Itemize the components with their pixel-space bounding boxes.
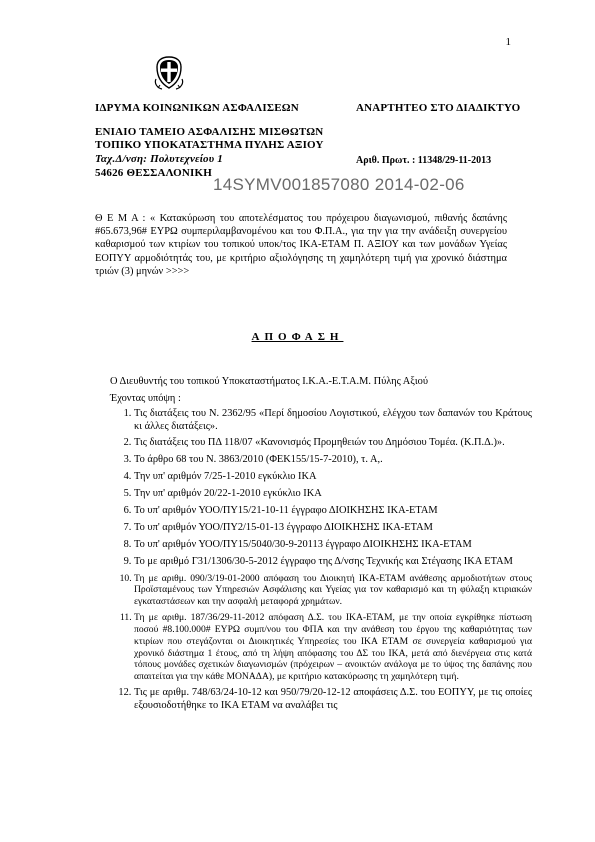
list-item: 12. Τις με αριθμ. 748/63/24-10-12 και 950/79/20-12-12 αποφάσεις Δ.Σ. του ΕΟΠΥΥ, με τις οποίες εξουσιοδοτήθηκε το ΙΚΑ ΕΤΑΜ να αναλάβει τις — [134, 687, 532, 712]
list-item: 6. Το υπ' αριθμόν ΥΟΟ/ΠΥ15/21-10-11 έγγραφο ΔΙΟΙΚΗΣΗΣ ΙΚΑ-ΕΤΑΜ — [134, 505, 532, 518]
address-city: 54626 ΘΕΣΣΑΛΟΝΙΚΗ — [95, 167, 213, 179]
subject-paragraph — [95, 212, 507, 278]
protocol-value: : 11348/29-11-2013 — [411, 155, 492, 166]
protocol-label: Αριθ. Πρωτ. — [356, 155, 410, 166]
organization-name: ΙΔΡΥΜΑ ΚΟΙΝΩΝΙΚΩΝ ΑΣΦΑΛΙΣΕΩΝ — [95, 102, 299, 114]
list-item: 3. Το άρθρο 68 του Ν. 3863/2010 (ΦΕΚ155/15-7-2010), τ. Α,. — [134, 454, 532, 467]
subject-text: « Κατακύρωση του αποτελέσματος του πρόχειρου διαγωνισμού, πιθανής δαπάνης #65.673,96# ΕΥΡΩ συμπεριλαμβανομένου και του Φ.Π.Α., για την για την ανάδειξη συνεργείου καθαρισμού των κτιρίων του τοπικού υποκ/τος ΙΚΑ-ΕΤΑΜ Π. ΑΞΙΟΥ και των μονάδων Υγείας ΕΟΠΥΥ αρμοδιότητάς του, με κριτήριο αξιολόγησης τη χαμηλότερη τιμή για χρονικό διάστημα τριών (3) μηνών >>>> — [95, 213, 507, 277]
list-item: 10. Τη με αριθμ. 090/3/19-01-2000 απόφαση του Διοικητή ΙΚΑ-ΕΤΑΜ ανάθεσης αρμοδιοτήτων στους Προϊσταμένους των Υπηρεσιών Ασφάλισης και Υγείας για τον καθαρισμό και τη φύλαξη κτιριακών εγκαταστάσεων και την ασφαλή μεταφορά χρημάτων. — [134, 573, 532, 608]
address-street: Ταχ.Δ/νση: Πολυτεχνείου 1 — [95, 153, 223, 165]
having-considered-line: Έχοντας υπόψη : — [110, 393, 181, 404]
fund-name-line2: ΤΟΠΙΚΟ ΥΠΟΚΑΤΑΣΤΗΜΑ ΠΥΛΗΣ ΑΞΙΟΥ — [95, 139, 324, 151]
list-item: 9. Το με αριθμό Γ31/1306/30-5-2012 έγγραφο της Δ/νσης Τεχνικής και Στέγασης ΙΚΑ ΕΤΑΜ — [134, 556, 532, 569]
list-item: 11. Τη με αριθμ. 187/36/29-11-2012 απόφαση Δ.Σ. του ΙΚΑ-ΕΤΑΜ, με την οποία εγκρίθηκε πίστωση ποσού #8.100.000# ΕΥΡΩ συμπ/νου του ΦΠΑ και την ανάθεση του έργου της καθαριότητας των κτιρίων που στεγάζονται οι Διοικητικές Υπηρεσίες του ΙΚΑ ΕΤΑΜ σε συνεργεία καθαρισμού για χρονικό διάστημα 1 έτους, από τη λήψη απόφασης του ΔΣ του ΙΚΑ, μετά από διενέργεια στις κατά τόπους μονάδες σχετικών διαγωνισμών (πρόχειρων – ανοικτών ανάλογα με το ύψος της δαπάνης που απαιτείται για την κάθε ΜΟΝΑΔΑ), με κριτήριο κατακύρωσης τη χαμηλότερη τιμή. — [134, 612, 532, 683]
list-item: 5. Την υπ' αριθμόν 20/22-1-2010 εγκύκλιο ΙΚΑ — [134, 488, 532, 501]
list-item: 8. Το υπ' αριθμόν ΥΟΟ/ΠΥ15/5040/30-9-20113 έγγραφο ΔΙΟΙΚΗΣΗΣ ΙΚΑ-ΕΤΑΜ — [134, 539, 532, 552]
page-number: 1 — [505, 36, 511, 48]
considerations-list — [110, 408, 532, 717]
ada-code: 14SYMV001857080 2014-02-06 — [213, 175, 465, 194]
decision-title: ΑΠΟΦΑΣΗ — [251, 331, 344, 343]
list-item: 4. Την υπ' αριθμόν 7/25-1-2010 εγκύκλιο ΙΚΑ — [134, 471, 532, 484]
greek-coat-of-arms-icon — [152, 55, 186, 91]
posted-online-label: ΑΝΑΡΤΗΤΕΟ ΣΤΟ ΔΙΑΔΙΚΤΥΟ — [356, 102, 521, 114]
protocol-number — [356, 155, 491, 166]
list-item: 2. Τις διατάξεις του ΠΔ 118/07 «Κανονισμός Προμηθειών του Δημόσιου Τομέα. (Κ.Π.Δ.)». — [134, 437, 532, 450]
list-item: 1. Τις διατάξεις του Ν. 2362/95 «Περί δημοσίου Λογιστικού, ελέγχου των δαπανών του Κράτους κι άλλες διατάξεις». — [134, 408, 532, 433]
director-line: Ο Διευθυντής του τοπικού Υποκαταστήματος Ι.Κ.Α.-Ε.Τ.Α.Μ. Πύλης Αξιού — [110, 376, 429, 387]
list-item: 7. Το υπ' αριθμόν ΥΟΟ/ΠΥ2/15-01-13 έγγραφο ΔΙΟΙΚΗΣΗΣ ΙΚΑ-ΕΤΑΜ — [134, 522, 532, 535]
fund-name-line1: ΕΝΙΑΙΟ ΤΑΜΕΙΟ ΑΣΦΑΛΙΣΗΣ ΜΙΣΘΩΤΩΝ — [95, 126, 324, 138]
subject-label: Θ Ε Μ Α : — [95, 213, 146, 224]
